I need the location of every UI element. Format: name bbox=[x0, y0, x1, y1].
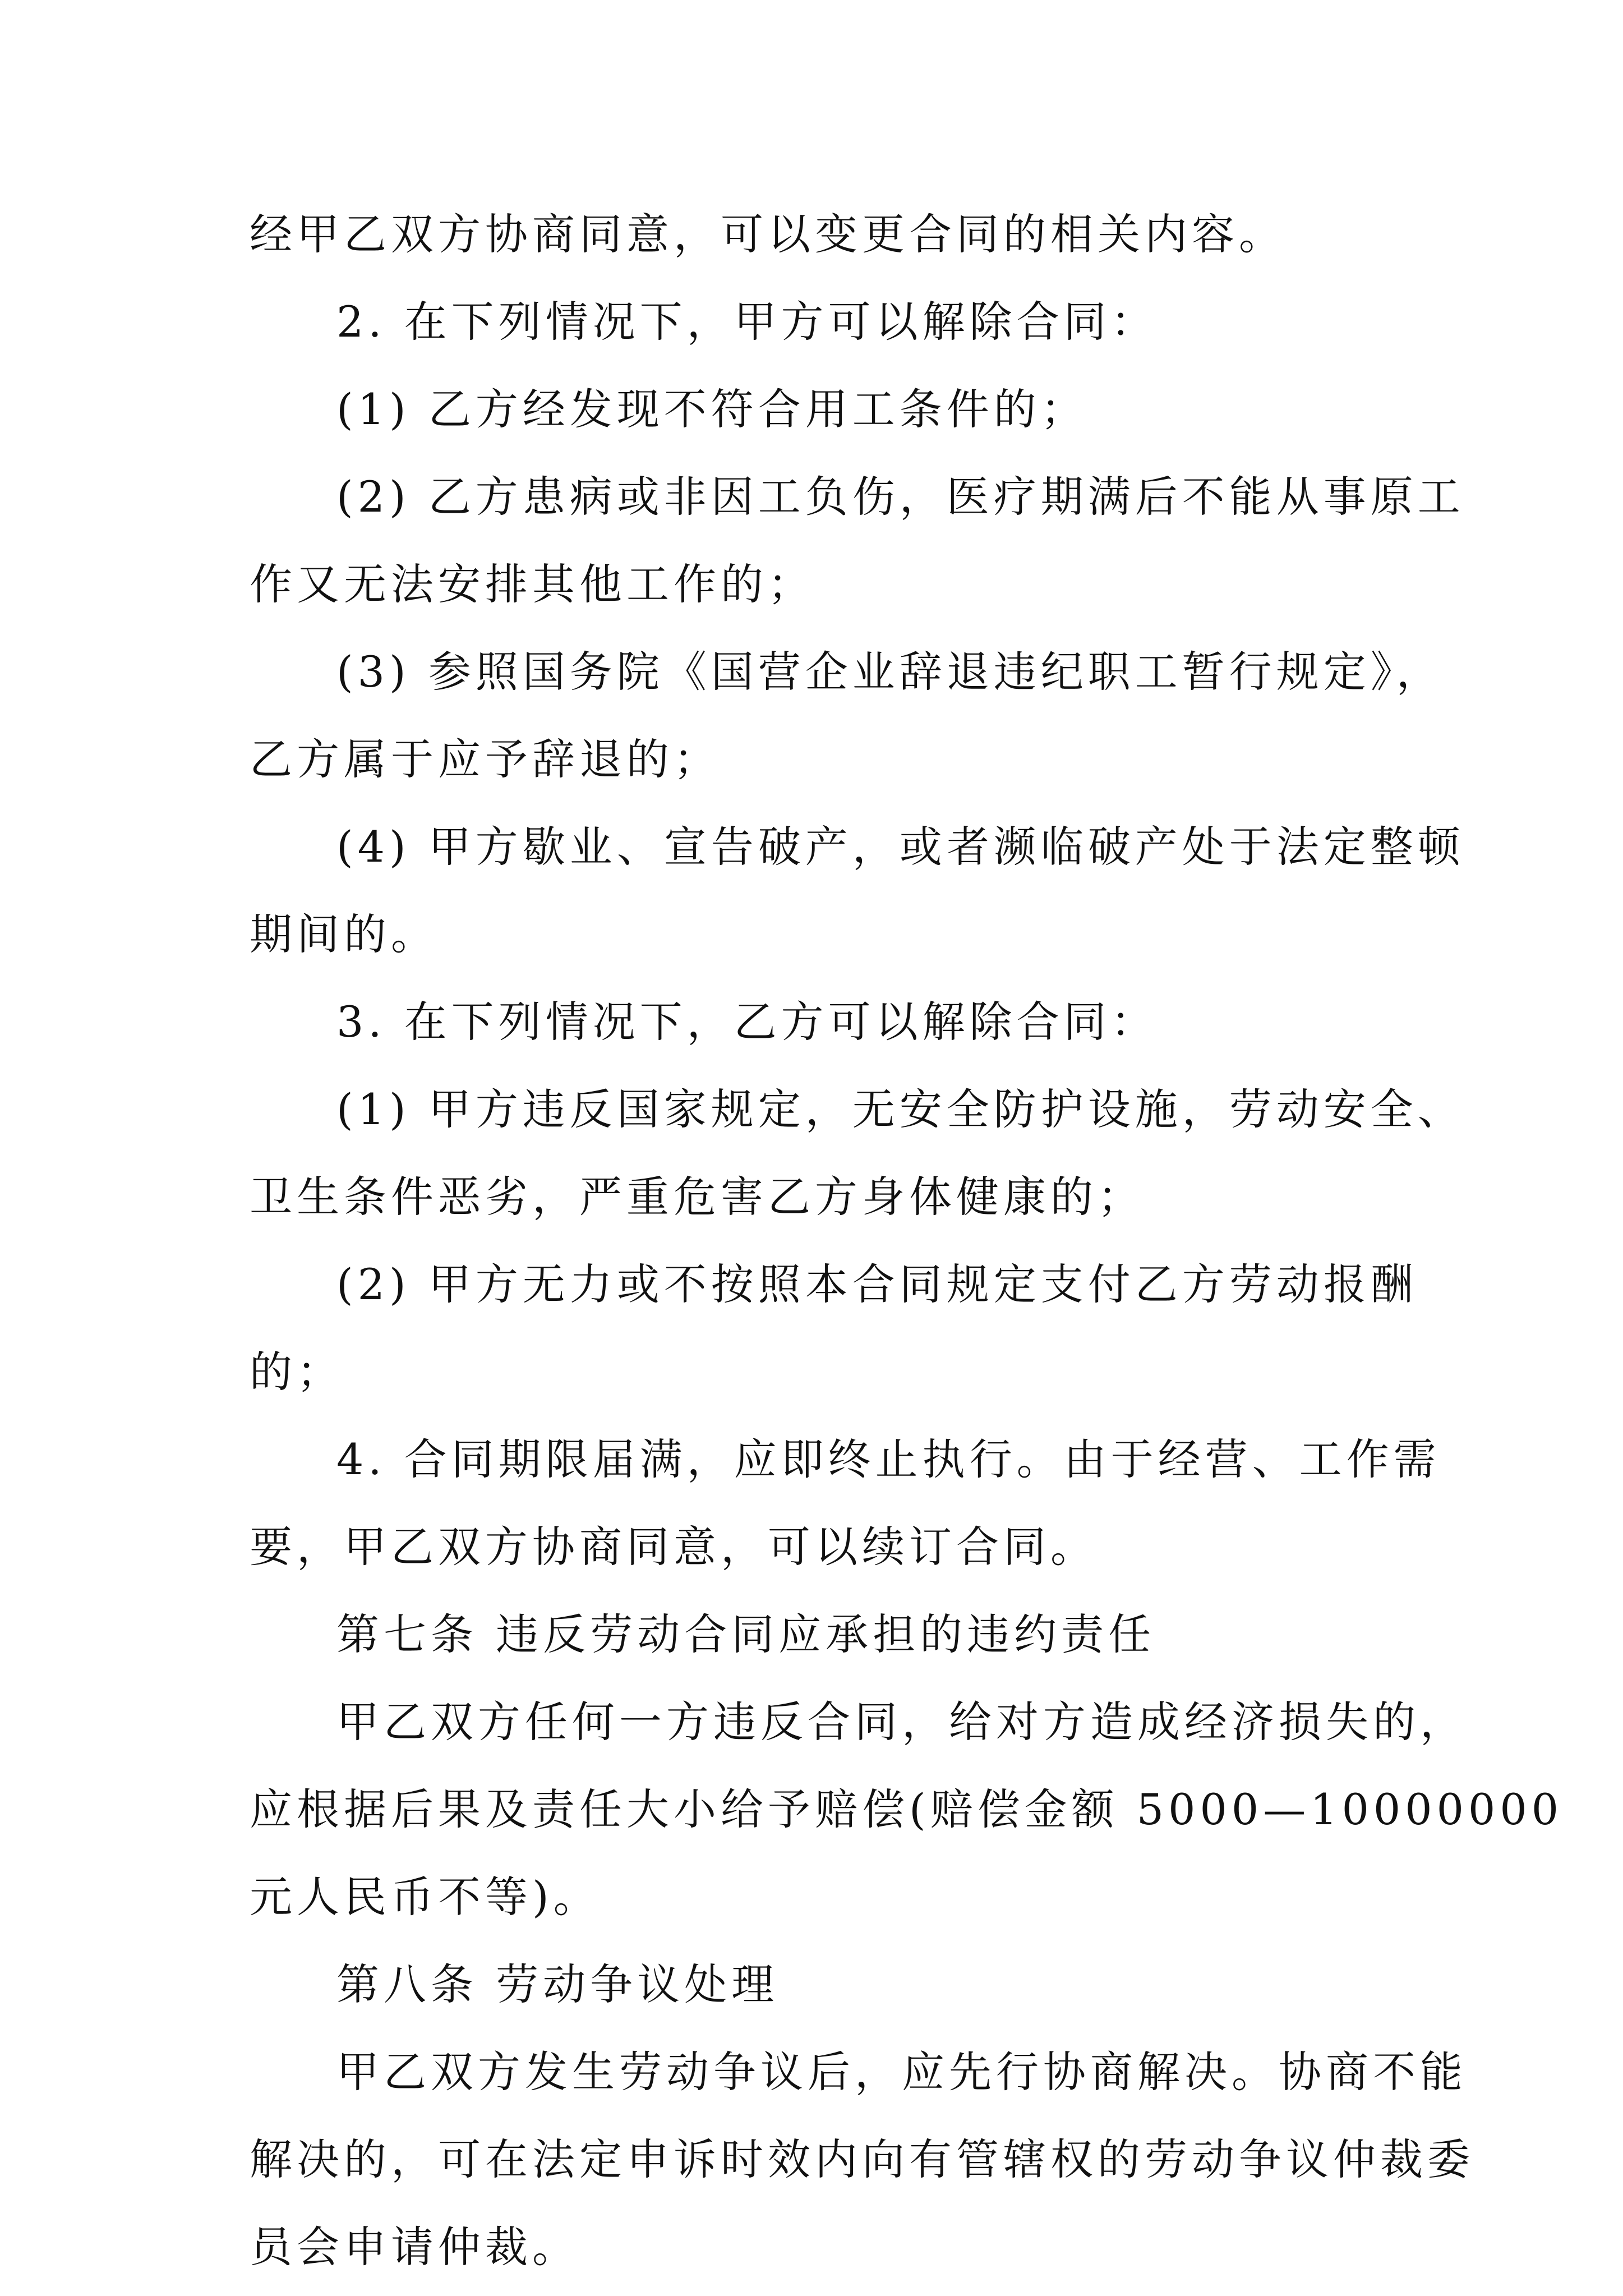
text-line: 解决的，可在法定申诉时效内向有管辖权的劳动争议仲裁委 bbox=[250, 2134, 1474, 2184]
text-line: 乙方属于应予辞退的； bbox=[250, 734, 721, 784]
text-line: 要，甲乙双方协商同意，可以续订合同。 bbox=[250, 1522, 1098, 1572]
text-line: 3. 在下列情况下，乙方可以解除合同： bbox=[336, 997, 1158, 1047]
section-heading: 第七条 违反劳动合同应承担的违约责任 bbox=[336, 1609, 1156, 1659]
text-line: 甲乙双方发生劳动争议后，应先行协商解决。协商不能 bbox=[336, 2047, 1467, 2097]
text-line: (1) 甲方违反国家规定，无安全防护设施，劳动安全、 bbox=[336, 1084, 1465, 1134]
text-line: 应根据后果及责任大小给予赔偿(赔偿金额 5000—10000000 bbox=[250, 1784, 1564, 1834]
text-line: 经甲乙双方协商同意，可以变更合同的相关内容。 bbox=[250, 209, 1286, 259]
text-line: 元人民币不等)。 bbox=[250, 1872, 601, 1922]
text-line: (4) 甲方歇业、宣告破产，或者濒临破产处于法定整顿 bbox=[336, 822, 1465, 872]
text-line: (2) 甲方无力或不按照本合同规定支付乙方劳动报酬 bbox=[336, 1259, 1418, 1309]
text-line: 4. 合同期限届满，应即终止执行。由于经营、工作需 bbox=[336, 1434, 1441, 1484]
text-line: (1) 乙方经发现不符合用工条件的； bbox=[336, 384, 1088, 434]
document-body bbox=[250, 191, 1564, 2291]
text-line: 员会申请仲裁。 bbox=[250, 2222, 579, 2272]
text-line: 作又无法安排其他工作的； bbox=[250, 559, 815, 609]
text-line: 的； bbox=[250, 1347, 344, 1397]
text-line: 甲乙双方任何一方违反合同，给对方造成经济损失的， bbox=[336, 1697, 1467, 1747]
text-line: (3) 参照国务院《国营企业辞退违纪职工暂行规定》， bbox=[336, 647, 1444, 697]
section-heading: 第八条 劳动争议处理 bbox=[336, 1959, 779, 2009]
text-line: 期间的。 bbox=[250, 909, 438, 959]
text-line: 2. 在下列情况下，甲方可以解除合同： bbox=[336, 297, 1158, 347]
text-line: (2) 乙方患病或非因工负伤，医疗期满后不能从事原工 bbox=[336, 472, 1465, 522]
text-line: 卫生条件恶劣，严重危害乙方身体健康的； bbox=[250, 1172, 1145, 1222]
